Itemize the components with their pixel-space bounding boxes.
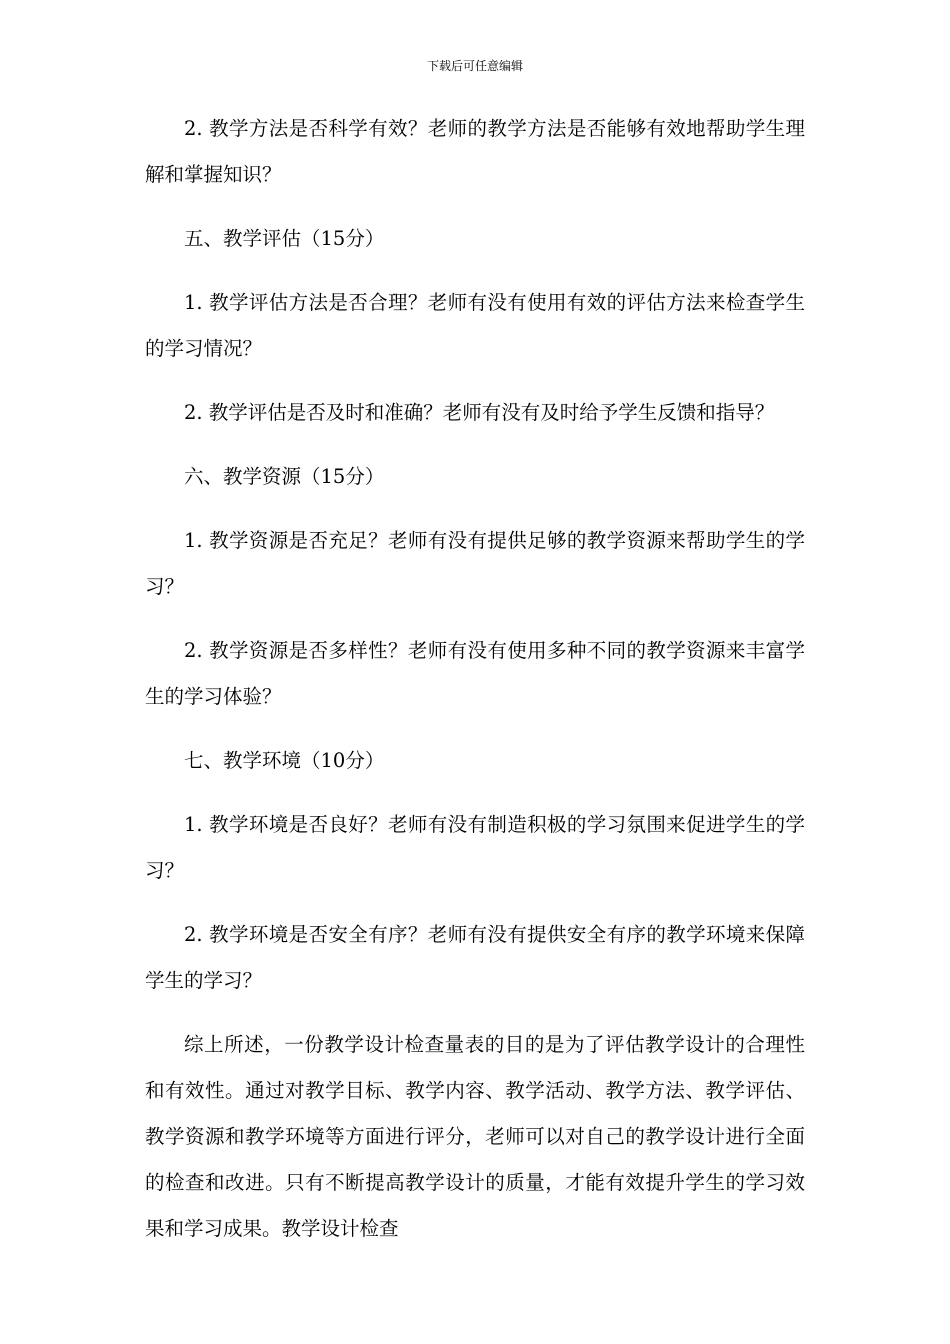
- page-header: 下载后可任意编辑: [426, 59, 523, 73]
- document-body: [145, 106, 805, 1252]
- paragraph-resources-diversity: 2. 教学资源是否多样性？老师有没有使用多种不同的教学资源来丰富学生的学习体验？: [145, 639, 805, 708]
- section-heading-evaluation: 五、教学评估（15分）: [184, 227, 385, 250]
- paragraph-evaluation-timeliness: 2. 教学评估是否及时和准确？老师有没有及时给予学生反馈和指导？: [184, 401, 775, 424]
- paragraph-evaluation-method: 1. 教学评估方法是否合理？老师有没有使用有效的评估方法来检查学生的学习情况？: [145, 291, 805, 360]
- paragraph-resources-sufficiency: 1. 教学资源是否充足？老师有没有提供足够的教学资源来帮助学生的学习？: [145, 529, 805, 598]
- section-heading-environment: 七、教学环境（10分）: [184, 749, 385, 772]
- paragraph-method-effectiveness: 2. 教学方法是否科学有效？老师的教学方法是否能够有效地帮助学生理解和掌握知识？: [145, 117, 805, 186]
- paragraph-environment-atmosphere: 1. 教学环境是否良好？老师有没有制造积极的学习氛围来促进学生的学习？: [145, 813, 805, 882]
- paragraph-summary: 综上所述，一份教学设计检查量表的目的是为了评估教学设计的合理性和有效性。通过对教学目标、教学内容、教学活动、教学方法、教学评估、教学资源和教学环境等方面进行评分，老师可以对自己的教学设计进行全面的检查和改进。只有不断提高教学设计的质量，才能有效提升学生的学习效果和学习成果。教学设计检查: [145, 1033, 805, 1240]
- section-heading-resources: 六、教学资源（15分）: [184, 465, 385, 488]
- paragraph-environment-safety: 2. 教学环境是否安全有序？老师有没有提供安全有序的教学环境来保障学生的学习？: [145, 923, 805, 992]
